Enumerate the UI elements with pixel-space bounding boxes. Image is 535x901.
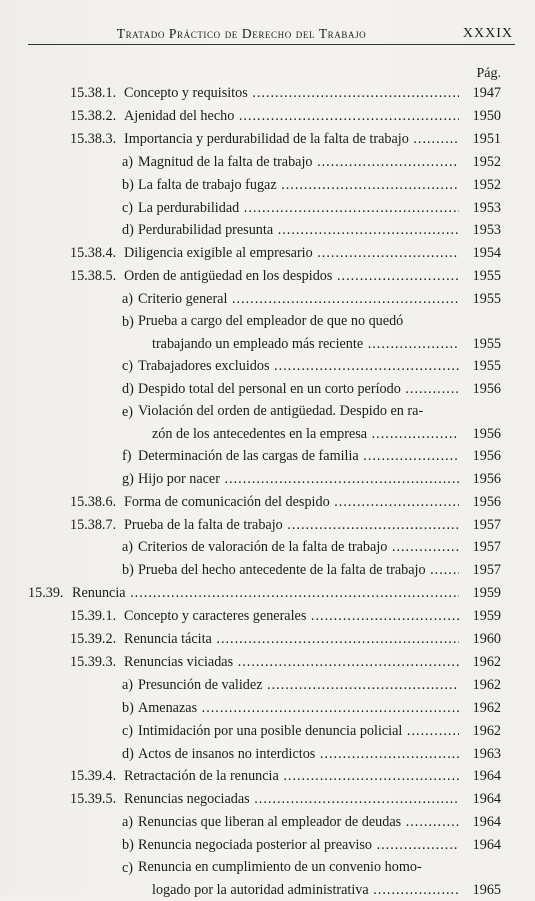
toc-entry-number: c) xyxy=(122,199,134,216)
toc-entry-page: 1954 xyxy=(472,245,501,262)
toc-entry-number: d) xyxy=(122,745,134,762)
toc-entry-page: 1957 xyxy=(472,562,501,579)
toc-entry-title: Presunción de validez ..... xyxy=(138,674,459,696)
toc-entry-number: 15.39.4. xyxy=(70,768,117,785)
toc-entry-title: Importancia y perdurabilidad de la falta de trabajo ..... xyxy=(124,128,459,150)
toc-entry-title: Renuncia ..... xyxy=(72,582,459,604)
toc-entry-number: 15.39.3. xyxy=(70,653,117,670)
toc-entry-title: Actos de insanos no interdictos ..... xyxy=(138,743,459,765)
toc-entry-number: 15.39.2. xyxy=(70,631,117,647)
toc-entry-number: a) xyxy=(122,291,134,308)
toc-entry xyxy=(0,265,535,287)
toc-entry-page: 1947 xyxy=(472,85,501,101)
toc-entry xyxy=(0,445,535,467)
toc-entry-number: 15.39.1. xyxy=(70,608,117,625)
toc-entry-number: 15.38.7. xyxy=(70,516,117,533)
toc-entry xyxy=(0,765,535,787)
toc-entry-page: 1965 xyxy=(472,882,501,898)
toc-entry-page: 1959 xyxy=(472,608,501,625)
toc-entry-page: 1964 xyxy=(472,768,501,785)
toc-entry-page: 1957 xyxy=(472,516,501,533)
toc-entry xyxy=(0,105,535,127)
toc-entry-title: Renuncia en cumplimiento de un convenio homo- xyxy=(138,859,422,875)
toc-entry-number: b) xyxy=(122,837,134,854)
toc-entry xyxy=(0,355,535,377)
toc-entry-number: c) xyxy=(122,722,134,739)
toc-entry-title: Renuncias negociadas ..... xyxy=(124,788,459,810)
toc-entry-page: 1962 xyxy=(472,699,501,716)
toc-entry xyxy=(0,491,535,513)
toc-entry xyxy=(0,788,535,810)
toc-entry-title: La perdurabilidad ..... xyxy=(138,197,459,219)
toc-entry-number: a) xyxy=(122,814,134,831)
toc-entry-number: d) xyxy=(122,222,134,239)
toc-entry-title: Amenazas ..... xyxy=(138,697,459,719)
toc-entry-title-continued: trabajando un empleado más reciente ..... xyxy=(152,333,459,355)
toc-entry xyxy=(0,674,535,696)
toc-entry-number: a) xyxy=(122,676,134,693)
toc-entry xyxy=(0,628,535,650)
toc-entry-number: 15.39.5. xyxy=(70,791,117,808)
toc-entry-page: 1959 xyxy=(472,585,501,602)
toc-entry-number: e) xyxy=(122,403,134,420)
toc-entry-title: Magnitud de la falta de trabajo ..... xyxy=(138,151,459,173)
running-head xyxy=(28,24,515,45)
toc-entry xyxy=(0,174,535,196)
toc-entry-title: Renuncias viciadas ..... xyxy=(124,651,459,673)
toc-entry-page: 1962 xyxy=(472,722,501,739)
toc-entry-title: Criterio general ..... xyxy=(138,288,459,310)
toc-entry-title: Intimidación por una posible denuncia policial ..... xyxy=(138,720,459,742)
toc-entry-number: c) xyxy=(122,860,134,876)
toc-entry xyxy=(0,288,535,310)
toc-entry-title-continued: zón de los antecedentes en la empresa ..... xyxy=(152,423,459,445)
toc-entry-title: Determinación de las cargas de familia ..... xyxy=(138,445,459,467)
toc-entry-page: 1960 xyxy=(472,631,501,647)
page-number: XXXIX xyxy=(462,26,513,41)
toc-entry-title: Concepto y caracteres generales ..... xyxy=(124,605,459,627)
toc-entry-title: Despido total del personal en un corto período ..... xyxy=(138,378,459,400)
toc-entry-title: Hijo por nacer ..... xyxy=(138,468,459,490)
toc-entry-page: 1962 xyxy=(472,653,501,670)
toc-entry-page: 1952 xyxy=(472,153,501,170)
toc-entry xyxy=(0,834,535,856)
toc-entry xyxy=(0,151,535,173)
toc-entry-page: 1956 xyxy=(472,380,501,397)
toc-entry-page: 1950 xyxy=(472,107,501,124)
toc-entry-title: Criterios de valoración de la falta de trabajo ..... xyxy=(138,536,459,558)
toc-entry-page: 1957 xyxy=(472,539,501,556)
toc-entry-page: 1956 xyxy=(472,493,501,510)
toc-entry-title: Prueba a cargo del empleador de que no quedó xyxy=(138,313,404,329)
toc-entry-page: 1964 xyxy=(472,814,501,831)
toc-entry-page: 1951 xyxy=(472,130,501,147)
toc-entry xyxy=(0,559,535,581)
toc-entry xyxy=(0,605,535,627)
toc-entry xyxy=(0,468,535,490)
toc-entry-title: Orden de antigüedad en los despidos ..... xyxy=(124,265,459,287)
toc-entry xyxy=(0,697,535,719)
toc-entry-title: Renuncia negociada posterior al preaviso ..... xyxy=(138,834,459,856)
toc-entry-title: Ajenidad del hecho ..... xyxy=(124,105,459,127)
toc-entry-number: a) xyxy=(122,539,134,556)
toc-entry xyxy=(0,378,535,400)
toc-entry-number: f) xyxy=(122,447,132,464)
toc-entry-number: b) xyxy=(122,176,134,193)
toc-entry-page: 1963 xyxy=(472,745,501,762)
toc-entry xyxy=(0,811,535,833)
toc-entry-title: Prueba del hecho antecedente de la falta de trabajo ..... xyxy=(138,559,459,581)
toc-entry xyxy=(0,651,535,673)
toc-entry-page: 1953 xyxy=(472,199,501,216)
toc-entry-page: 1962 xyxy=(472,676,501,693)
toc-entry-number: b) xyxy=(122,699,134,716)
toc-entry-title-continued: logado por la autoridad administrativa ..... xyxy=(152,879,459,901)
toc-entry-number: c) xyxy=(122,358,134,374)
toc-entry-number: d) xyxy=(122,380,134,397)
toc-entry-page: 1955 xyxy=(472,358,501,374)
toc-entry xyxy=(0,401,535,445)
toc-entry-number: 15.39. xyxy=(28,585,64,602)
running-title: Tratado Práctico de Derecho del Trabajo xyxy=(116,26,367,41)
toc-entry-title: Concepto y requisitos ..... xyxy=(124,82,459,104)
toc-entry xyxy=(0,242,535,264)
toc-entry xyxy=(0,219,535,241)
toc-entry-number: b) xyxy=(122,562,134,579)
toc-entry xyxy=(0,536,535,558)
toc-entry-page: 1955 xyxy=(472,336,501,352)
toc-entry xyxy=(0,311,535,355)
toc-entry xyxy=(0,720,535,742)
toc-entry xyxy=(0,514,535,536)
toc-entry xyxy=(0,197,535,219)
toc-entry-number: a) xyxy=(122,153,134,170)
toc-entry-number: 15.38.2. xyxy=(70,107,117,124)
toc-entry-number: 15.38.6. xyxy=(70,493,117,510)
toc-entry-number: 15.38.3. xyxy=(70,130,117,147)
toc-entry-number: 15.38.4. xyxy=(70,245,117,262)
toc-entry-page: 1956 xyxy=(472,470,501,487)
toc-entry-page: 1953 xyxy=(472,222,501,239)
toc-entry-title: Renuncias que liberan al empleador de deudas ..... xyxy=(138,811,459,833)
toc-entry xyxy=(0,582,535,604)
toc-entry-number: g) xyxy=(122,470,134,487)
toc-entry xyxy=(0,82,535,104)
toc-entry-number: 15.38.5. xyxy=(70,268,117,285)
toc-entry-title: Diligencia exigible al empresario ..... xyxy=(124,242,459,264)
toc-entry-title: La falta de trabajo fugaz ..... xyxy=(138,174,459,196)
toc-entry-title: Forma de comunicación del despido ..... xyxy=(124,491,459,513)
toc-entry-page: 1952 xyxy=(472,176,501,193)
toc-entry-number: 15.38.1. xyxy=(70,85,117,101)
toc-entry-page: 1964 xyxy=(472,837,501,854)
toc-entry-title: Retractación de la renuncia ..... xyxy=(124,765,459,787)
toc-entry-page: 1964 xyxy=(472,791,501,808)
toc-entry-title: Violación del orden de antigüedad. Despido en ra- xyxy=(138,402,424,419)
toc-entry-page: 1956 xyxy=(472,447,501,464)
toc-entry-page: 1955 xyxy=(472,268,501,285)
toc-entry-title: Perdurabilidad presunta ..... xyxy=(138,219,459,241)
toc-entry xyxy=(0,857,535,901)
toc-entry-page: 1955 xyxy=(472,291,501,308)
toc-entry-title: Prueba de la falta de trabajo ..... xyxy=(124,514,459,536)
toc-entry-number: b) xyxy=(122,314,134,330)
toc-entry-page: 1956 xyxy=(472,425,501,442)
page-column-label: Pág. xyxy=(476,66,501,81)
toc-entry xyxy=(0,128,535,150)
toc-entry-title: Renuncia tácita ..... xyxy=(124,628,459,650)
toc-entry-title: Trabajadores excluidos ..... xyxy=(138,355,459,377)
toc-entry xyxy=(0,743,535,765)
